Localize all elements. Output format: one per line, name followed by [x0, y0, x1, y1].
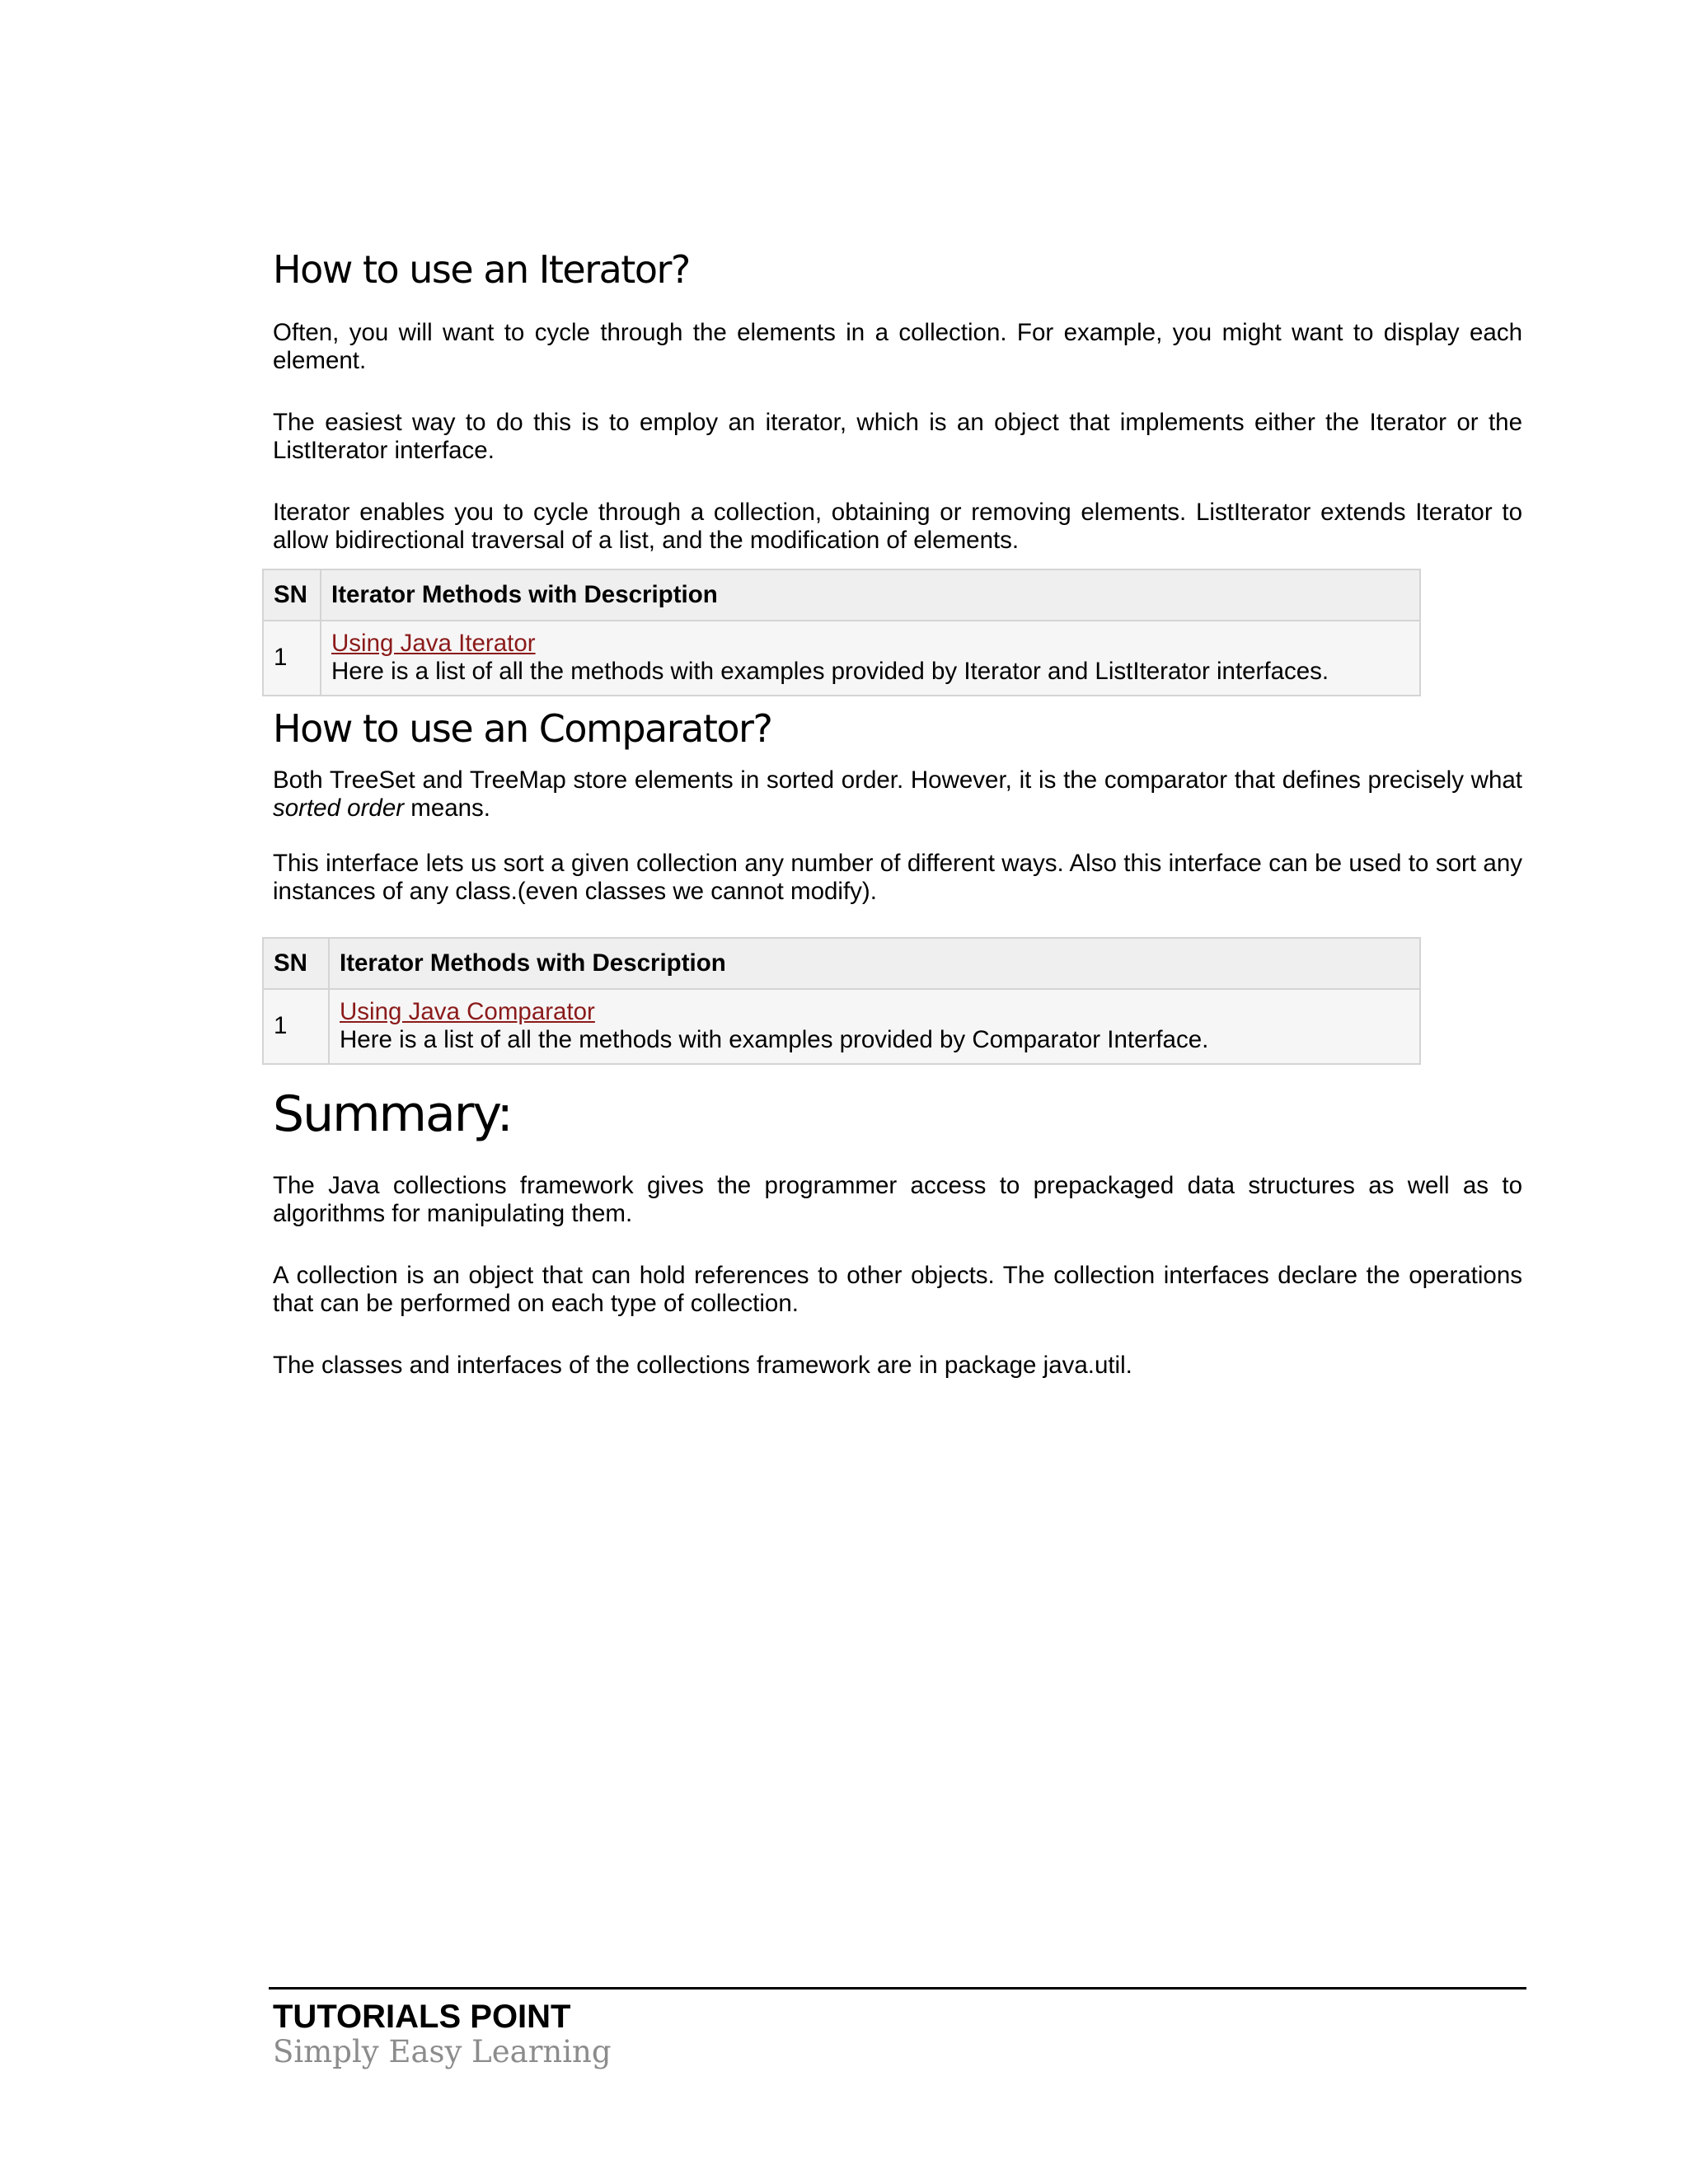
- table-header-description: Iterator Methods with Description: [321, 569, 1420, 621]
- iterator-paragraph-1: Often, you will want to cycle through the elements in a collection. For example, you might want to display each element.: [273, 319, 1522, 375]
- iterator-paragraph-3: Iterator enables you to cycle through a collection, obtaining or removing elements. ListIterator extends Iterator to allow bidirectional traversal of a list, and the modification of elements.: [273, 499, 1522, 555]
- using-java-iterator-link[interactable]: Using Java Iterator: [331, 630, 536, 658]
- summary-paragraph-1: The Java collections framework gives the programmer access to prepackaged data structures as well as to algorithms for manipulating them.: [273, 1172, 1522, 1228]
- summary-paragraph-2: A collection is an object that can hold references to other objects. The collection interfaces declare the operations that can be performed on each type of collection.: [273, 1262, 1522, 1318]
- table-header-sn: SN: [263, 569, 321, 621]
- table-header-row: [263, 569, 1420, 621]
- summary-heading: Summary:: [273, 1085, 512, 1144]
- comparator-methods-table: [262, 937, 1421, 1065]
- comparator-paragraph-1-start: Both TreeSet and TreeMap store elements in sorted order. However, it is the comparator that defines precisely what: [273, 766, 1522, 794]
- table-row: [263, 989, 1420, 1064]
- table-header-row: [263, 938, 1420, 989]
- table-cell-description: [329, 989, 1420, 1064]
- footer-brand: TUTORIALS POINT: [273, 1999, 571, 2035]
- using-java-comparator-link[interactable]: Using Java Comparator: [340, 998, 595, 1026]
- page-footer: [269, 1987, 1526, 2069]
- comparator-paragraph-2: This interface lets us sort a given collection any number of different ways. Also this interface can be used to sort any instances of any class.(even classes we cannot modify).: [273, 850, 1522, 906]
- table-cell-sn: 1: [263, 621, 321, 696]
- table-cell-description: [321, 621, 1420, 696]
- sorted-order-emphasis: sorted order: [273, 794, 405, 823]
- iterator-heading: How to use an Iterator?: [273, 247, 690, 292]
- table-cell-sn: 1: [263, 989, 329, 1064]
- iterator-methods-table: [262, 569, 1421, 696]
- footer-tagline: Simply Easy Learning: [273, 2034, 612, 2069]
- comparator-paragraph-1: [273, 766, 1522, 823]
- comparator-heading: How to use an Comparator?: [273, 706, 772, 752]
- table-cell-text: Here is a list of all the methods with examples provided by Comparator Interface.: [340, 1026, 1209, 1054]
- table-cell-text: Here is a list of all the methods with examples provided by Iterator and ListIterator interfaces.: [331, 658, 1329, 686]
- table-row: [263, 621, 1420, 696]
- page-content: [273, 247, 1522, 1380]
- iterator-paragraph-2: The easiest way to do this is to employ an iterator, which is an object that implements either the Iterator or the ListIterator interface.: [273, 409, 1522, 465]
- table-header-description: Iterator Methods with Description: [329, 938, 1420, 989]
- table-header-sn: SN: [263, 938, 329, 989]
- footer-divider: [269, 1987, 1526, 1990]
- comparator-paragraph-1-end: means.: [404, 794, 490, 823]
- summary-paragraph-3: The classes and interfaces of the collections framework are in package java.util.: [273, 1352, 1132, 1380]
